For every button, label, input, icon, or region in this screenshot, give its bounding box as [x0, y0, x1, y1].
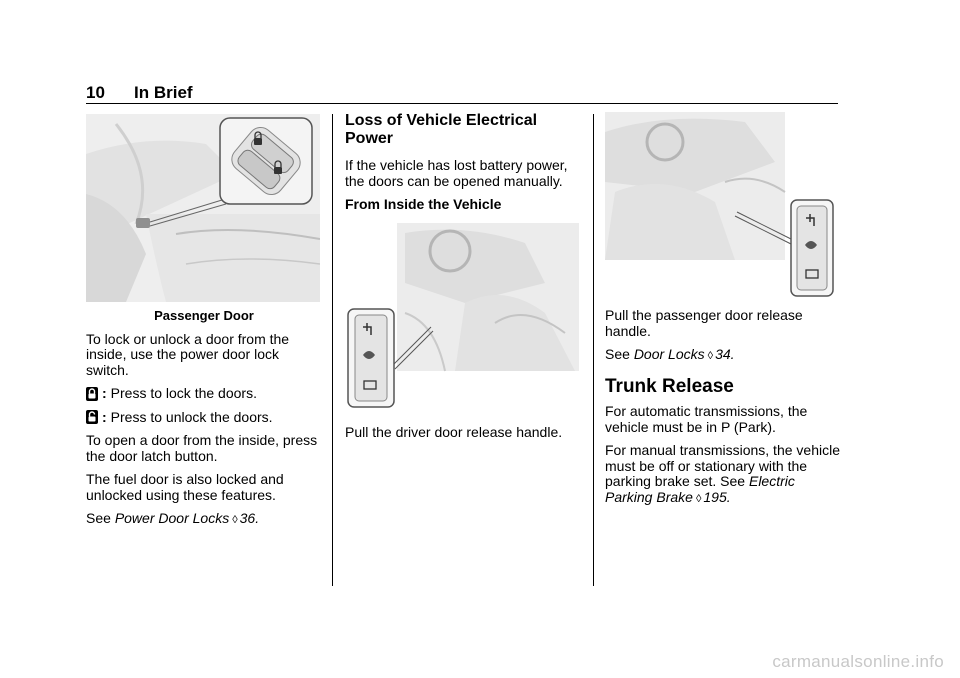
page-header [86, 82, 838, 104]
passenger-side-figure [605, 112, 837, 298]
passenger-door-paragraph: Pull the passenger door release handle. [605, 307, 803, 339]
reference-arrow-icon: ◊ [695, 492, 702, 505]
manual-text: For manual transmissions, the vehicle must be off or stationary with the parking brake set. See [605, 442, 840, 489]
trunk-release-heading: Trunk Release [605, 375, 734, 397]
electric-parking-brake-link[interactable]: Electric Parking Brake [605, 473, 795, 505]
watermark: carmanualsonline.info [772, 652, 944, 671]
column-3 [605, 112, 841, 515]
fuel-door-paragraph: The fuel door is also locked and unlocked using these features. [86, 471, 284, 503]
section-title: In Brief [134, 83, 193, 102]
lock-label: : [102, 385, 107, 401]
open-door-paragraph: To open a door from the inside, press the door latch button. [86, 432, 318, 464]
driver-door-paragraph: Pull the driver door release handle. [345, 423, 563, 440]
manual-transmission-paragraph [605, 443, 841, 507]
unlock-label: : [102, 408, 107, 425]
from-inside-subheading: From Inside the Vehicle [345, 196, 502, 212]
unlock-text: Press to unlock the doors. [110, 408, 273, 425]
column-divider-1 [332, 114, 333, 586]
automatic-transmission-paragraph: For automatic transmissions, the vehicle must be in P (Park). [605, 403, 808, 435]
figure-caption: Passenger Door [154, 308, 254, 323]
reference-page[interactable]: 195. [703, 488, 731, 505]
page-number: 10 [86, 83, 105, 102]
lock-text: Press to lock the doors. [110, 385, 257, 401]
column-2 [345, 112, 581, 448]
lock-intro-paragraph: To lock or unlock a door from the inside, use the power door lock switch. [86, 330, 290, 378]
column-1 [86, 114, 322, 537]
power-door-locks-link[interactable]: Power Door Locks [114, 510, 230, 526]
passenger-door-figure [86, 114, 320, 302]
loss-of-power-heading: Loss of Vehicle Electrical Power [345, 112, 538, 147]
unlock-instruction [86, 410, 322, 426]
lock-instruction [86, 386, 322, 402]
reference-page[interactable]: 34. [715, 346, 735, 362]
reference-arrow-icon: ◊ [232, 514, 238, 526]
door-locks-link[interactable]: Door Locks [633, 346, 705, 362]
driver-door-figure [345, 223, 579, 413]
lock-icon [86, 387, 98, 401]
column-divider-2 [593, 114, 594, 586]
door-locks-reference [605, 347, 841, 365]
loss-of-power-intro: If the vehicle has lost battery power, the doors can be opened manually. [345, 157, 568, 189]
reference-arrow-icon: ◊ [707, 350, 714, 362]
see-reference [86, 511, 322, 529]
reference-page[interactable]: 36. [239, 510, 260, 526]
unlock-icon [86, 410, 98, 424]
see-word: See [605, 346, 630, 362]
see-word: See [86, 510, 111, 526]
